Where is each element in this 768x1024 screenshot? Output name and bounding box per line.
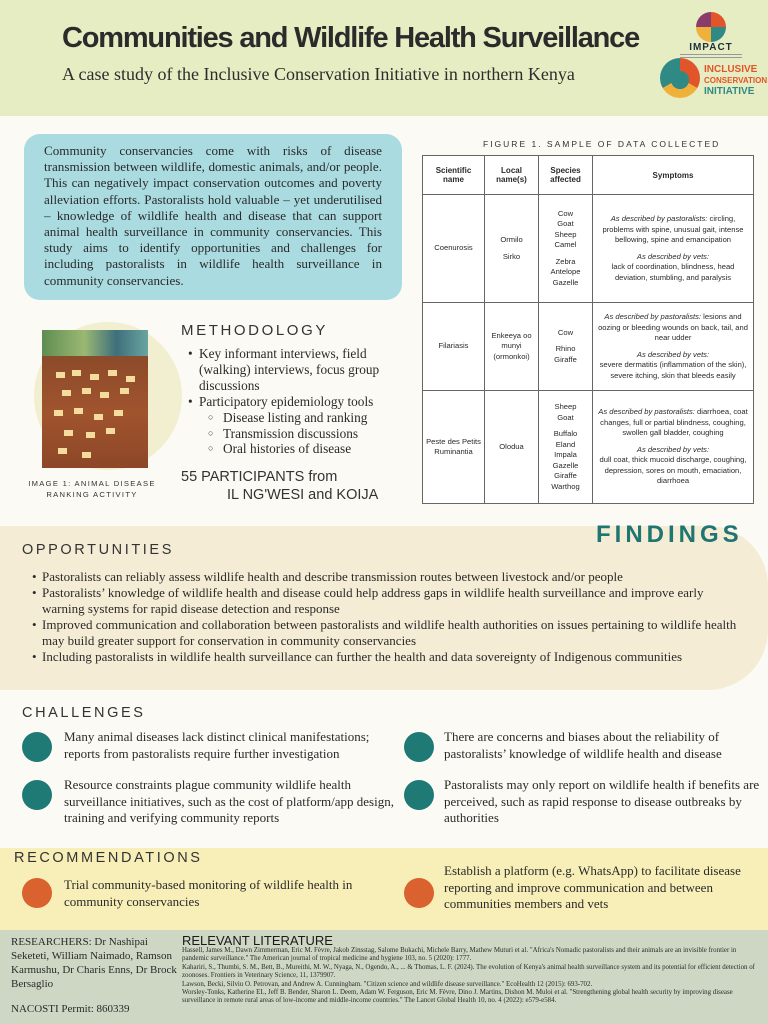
poster-title: Communities and Wildlife Health Surveillance: [62, 22, 640, 54]
impact-logo-mark-icon: [696, 12, 726, 42]
header-band: [0, 0, 768, 116]
list-item: • Pastoralists can reliably assess wildlife health and describe transmission routes between livestock and/or people: [32, 569, 742, 585]
symptoms: As described by pastoralists: circling, problems with spine, unusual gait, intense bellowing, spine and emancipation As described by vets: lack of coordination, blindness, head deviation, stumbling, and paralysis: [593, 195, 754, 303]
species-affected: Cow Rhino Giraffe: [539, 303, 593, 391]
data-table: [422, 155, 754, 504]
participants-count: 55 PARTICIPANTS from IL NG'WESI and KOIJA: [181, 469, 379, 503]
symptoms: As described by pastoralists: lesions and oozing or bleeding wounds on back, tail, and near udder As described by vets: severe dermatitis (inflammation of the skin), severe itching, skin that bleeds easily: [593, 303, 754, 391]
species-affected: Cow Goat Sheep Camel Zebra Antelope Gazelle: [539, 195, 593, 303]
literature-list: [182, 947, 762, 1006]
challenges-title: CHALLENGES: [22, 705, 146, 721]
impact-logo: [680, 12, 742, 60]
scientific-name: Filariasis: [423, 303, 485, 391]
table-row: [423, 303, 754, 391]
list-subitem: ○ Transmission discussions: [188, 426, 418, 442]
local-names: Enkeeya oo munyi (ormonkoi): [485, 303, 539, 391]
ici-logo-line1: INCLUSIVE: [704, 64, 758, 75]
ici-logo-line2: CONSERVATION: [704, 76, 768, 85]
opportunities-title: OPPORTUNITIES: [22, 542, 174, 558]
ici-logo-line3: INITIATIVE: [704, 86, 755, 97]
bullet-dot-icon: [22, 878, 52, 908]
list-subitem: ○ Oral histories of disease: [188, 441, 418, 457]
column-header: Local name(s): [485, 156, 539, 195]
image-caption: IMAGE 1: ANIMAL DISEASE RANKING ACTIVITY: [28, 479, 156, 499]
symptoms: As described by pastoralists: diarrhoea, coat changes, full or partial blindness, coughing, swollen gall bladder, coughing As described by vets: dull coat, thick mucoid discharge, coughing, depression, sores on mouth, emaciation, diarrhoea: [593, 391, 754, 504]
researchers-credit: RESEARCHERS: Dr Nashipai Seketeti, William Naimado, Ramson Karmushu, Dr Charis Enns, Dr Brock Bersaglio: [11, 936, 177, 990]
column-header: Species affected: [539, 156, 593, 195]
table-row: [423, 391, 754, 504]
ranking-activity-photo: [42, 330, 148, 468]
reference: Worsley-Tonks, Katherine EL, Jeff B. Bender, Sharon L. Deem, Adam W. Ferguson, Eric M. Fèvre, Dino J. Martins, Dishon M. Muloi et al. "Strengthening global health security by improving disease surveillance in remote rural areas of low-income and middle-income countries." The Lancet Global Health 10, no. 4 (2022): e579-e584.: [182, 989, 733, 1005]
column-header: Symptoms: [593, 156, 754, 195]
challenge-item: Pastoralists may only report on wildlife health if benefits are perceived, such as rapid response to disease outbreaks by authorities: [444, 777, 760, 825]
challenge-item: Many animal diseases lack distinct clinical manifestations; reports from pastoralists require further investigation: [64, 729, 370, 761]
scientific-name: Peste des Petits Ruminantia: [423, 391, 485, 504]
opportunities-list: [32, 569, 742, 665]
local-names: Ormilo Sirko: [485, 195, 539, 303]
list-item: • Pastoralists’ knowledge of wildlife health and disease could help address gaps in wildlife health surveillance and improve early warning systems for rapid disease detection and response: [32, 585, 742, 617]
bullet-dot-icon: [22, 780, 52, 810]
literature-title: RELEVANT LITERATURE: [182, 933, 333, 948]
findings-title: FINDINGS: [596, 521, 743, 548]
species-affected: Sheep Goat Buffalo Eland Impala Gazelle Giraffe Warthog: [539, 391, 593, 504]
bullet-dot-icon: [404, 732, 434, 762]
list-item: • Participatory epidemiology tools: [188, 394, 418, 410]
challenge-item: There are concerns and biases about the reliability of pastoralists’ knowledge of wildlife health and disease: [444, 729, 722, 761]
intro-text: Community conservancies come with risks of disease transmission between wildlife, domestic animals, and/or people. This can negatively impact conservation outcomes and poverty alleviation efforts. Pastoralists hold valuable – yet underutilised – knowledge of wildlife health and disease that can support animal health surveillance in community conservancies. This study aims to identify opportunities and challenges for including pastoralists in wildlife health surveillance in community conservancies.: [24, 134, 402, 300]
list-item: • Including pastoralists in wildlife health surveillance can further the health and data sovereignty of Indigenous communities: [32, 649, 742, 665]
recommendation-item: Establish a platform (e.g. WhatsApp) to facilitate disease reporting and improve communication and between communities members and vets: [444, 863, 741, 911]
local-names: Olodua: [485, 391, 539, 504]
poster-subtitle: A case study of the Inclusive Conservation Initiative in northern Kenya: [62, 64, 575, 84]
list-item: • Improved communication and collaboration between pastoralists and wildlife health authorities on issues pertaining to wildlife health may build greater support for conservation in community conservancies: [32, 617, 742, 649]
column-header: Scientific name: [423, 156, 485, 195]
figure-caption: FIGURE 1. SAMPLE OF DATA COLLECTED: [483, 139, 721, 149]
list-item: • Key informant interviews, field (walking) interviews, focus group discussions: [188, 346, 418, 394]
scientific-name: Coenurosis: [423, 195, 485, 303]
table-row: [423, 195, 754, 303]
reference: Lawson, Becki, Silviu O. Petrovan, and Andrew A. Cunningham. "Citizen science and wildlife disease surveillance." EcoHealth 12 (2015): 693-702.: [182, 980, 593, 988]
reference: Hassell, James M., Dawn Zimmerman, Eric M. Fèvre, Jakob Zinsstag, Salome Bukachi, Michele Barry, Mathew Muturi et al. "Africa's Nomadic pastoralists and their animals are an invisible frontier in pandemic surveillance." The American journal of tropical medicine and hygiene 103, no. 5 (2020): 1777.: [182, 947, 737, 963]
recommendations-title: RECOMMENDATIONS: [14, 850, 203, 866]
challenge-item: Resource constraints plague community wildlife health surveillance initiatives, such as the cost of platform/app design, training and verifying community reports: [64, 777, 394, 825]
ici-logo-mark-icon: [660, 58, 700, 98]
recommendation-item: Trial community-based monitoring of wildlife health in community conservancies: [64, 877, 353, 909]
bullet-dot-icon: [22, 732, 52, 762]
bullet-dot-icon: [404, 780, 434, 810]
methodology-list: [188, 346, 418, 457]
ici-logo: [660, 56, 768, 104]
impact-logo-text: IMPACT: [689, 42, 733, 53]
permit-number: NACOSTI Permit: 860339: [11, 1003, 130, 1015]
reference: Kahariri, S., Thumbi, S. M., Bett, B., Mureithi, M. W., Nyaga, N., Ogendo, A., ... & Thomas, L. F. (2024). The evolution of Kenya's animal health surveillance system and its potential for efficient detection of zoonoses. Frontiers in Veterinary Science, 11, 1379907.: [182, 963, 755, 980]
bullet-dot-icon: [404, 878, 434, 908]
list-subitem: ○ Disease listing and ranking: [188, 410, 418, 426]
table-header-row: [423, 156, 754, 195]
methodology-title: METHODOLOGY: [181, 322, 328, 339]
